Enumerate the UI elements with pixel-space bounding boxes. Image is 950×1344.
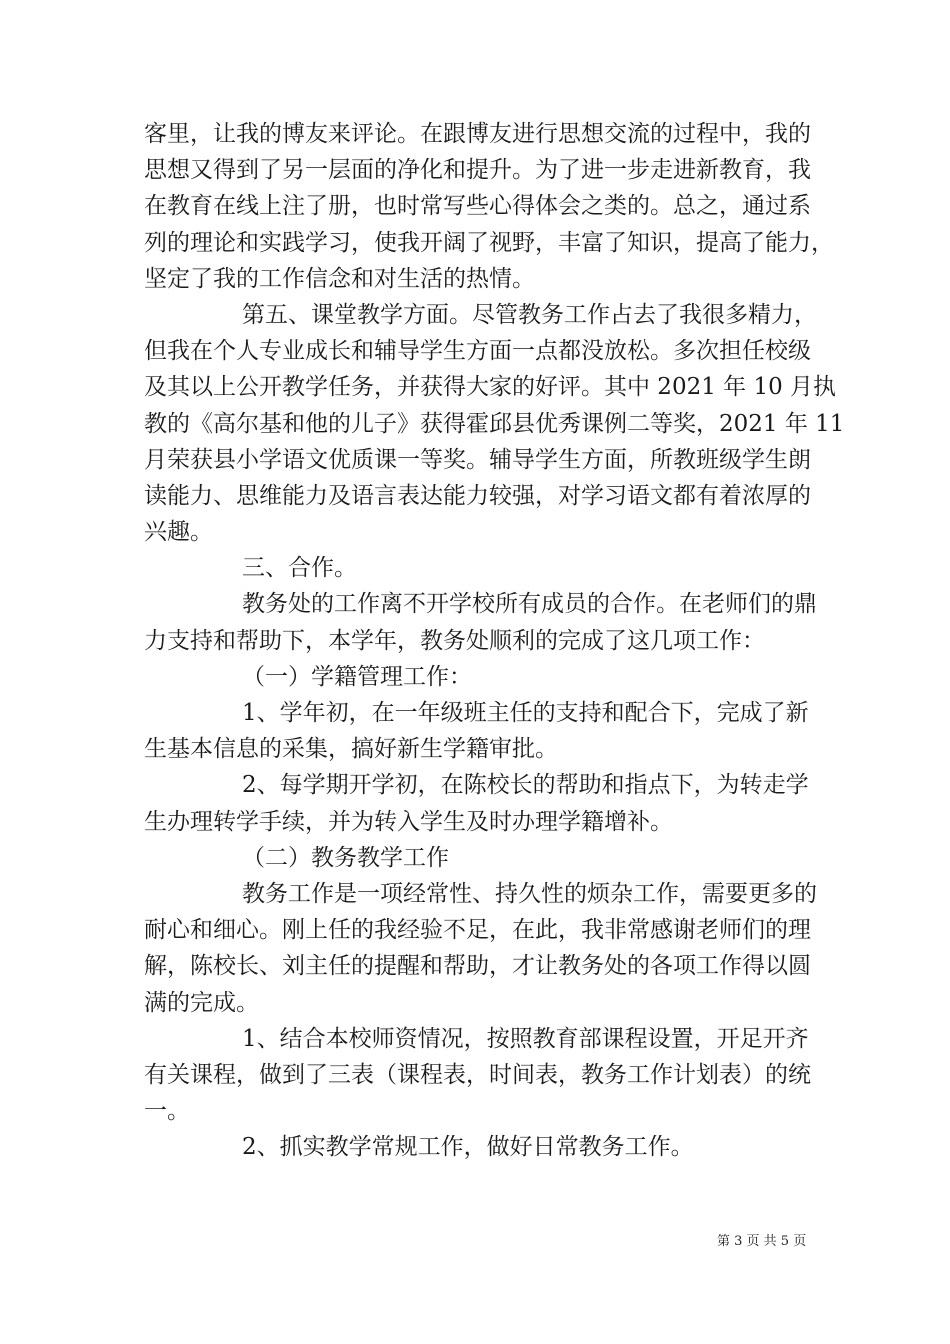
body-line: 坚定了我的工作信念和对生活的热情。 xyxy=(144,265,535,292)
paragraph-first-line: 1、结合本校师资情况，按照教育部课程设置，开足开齐 xyxy=(242,1025,809,1052)
subsection-heading: （二）教务教学工作 xyxy=(242,844,449,871)
body-line: 思想又得到了另一层面的净化和提升。为了进一步走进新教育，我 xyxy=(144,157,811,184)
body-line: 及其以上公开教学任务，并获得大家的好评。其中 2021 年 10 月执 xyxy=(144,374,837,401)
body-line: 教的《高尔基和他的儿子》获得霍邱县优秀课例二等奖，2021 年 11 xyxy=(144,410,845,437)
paragraph-first-line: 第五、课堂教学方面。尽管教务工作占去了我很多精力， xyxy=(242,301,817,328)
body-line: 列的理论和实践学习，使我开阔了视野，丰富了知识，提高了能力， xyxy=(144,229,834,256)
body-line: 月荣获县小学语文优质课一等奖。辅导学生方面，所教班级学生朗 xyxy=(144,446,811,473)
paragraph-first-line: 1、学年初，在一年级班主任的支持和配合下，完成了新 xyxy=(242,700,809,726)
body-line: 力支持和帮助下，本学年，教务处顺利的完成了这几项工作： xyxy=(144,627,765,654)
body-line: 生基本信息的采集，搞好新生学籍审批。 xyxy=(144,736,558,763)
paragraph-first-line: 2、每学期开学初，在陈校长的帮助和指点下，为转走学 xyxy=(242,772,809,799)
paragraph-first-line: 2、抓实教学常规工作，做好日常教务工作。 xyxy=(242,1134,694,1161)
paragraph-first-line: 教务处的工作离不开学校所有成员的合作。在老师们的鼎 xyxy=(242,591,817,618)
body-line: 解，陈校长、刘主任的提醒和帮助，才让教务处的各项工作得以圆 xyxy=(144,953,811,980)
document-body xyxy=(144,116,845,1165)
body-line: 在教育在线上注了册，也时常写些心得体会之类的。总之，通过系 xyxy=(144,193,811,220)
subsection-heading: （一）学籍管理工作： xyxy=(242,663,472,690)
section-heading: 三、合作。 xyxy=(242,555,357,582)
body-line: 但我在个人专业成长和辅导学生方面一点都没放松。多次担任校级 xyxy=(144,338,811,365)
body-line: 客里，让我的博友来评论。在跟博友进行思想交流的过程中，我的 xyxy=(144,121,811,147)
body-line: 兴趣。 xyxy=(144,519,213,546)
body-line: 生办理转学手续，并为转入学生及时办理学籍增补。 xyxy=(144,808,673,835)
page-number-footer: 第 3 页 共 5 页 xyxy=(717,1234,807,1249)
paragraph-first-line: 教务工作是一项经常性、持久性的烦杂工作，需要更多的 xyxy=(242,880,817,907)
body-line: 满的完成。 xyxy=(144,989,259,1016)
body-line: 读能力、思维能力及语言表达能力较强，对学习语文都有着浓厚的 xyxy=(144,482,811,509)
body-line: 耐心和细心。刚上任的我经验不足，在此，我非常感谢老师们的理 xyxy=(144,917,811,944)
body-line: 一。 xyxy=(144,1098,190,1125)
body-line: 有关课程，做到了三表（课程表，时间表，教务工作计划表）的统 xyxy=(144,1061,811,1088)
